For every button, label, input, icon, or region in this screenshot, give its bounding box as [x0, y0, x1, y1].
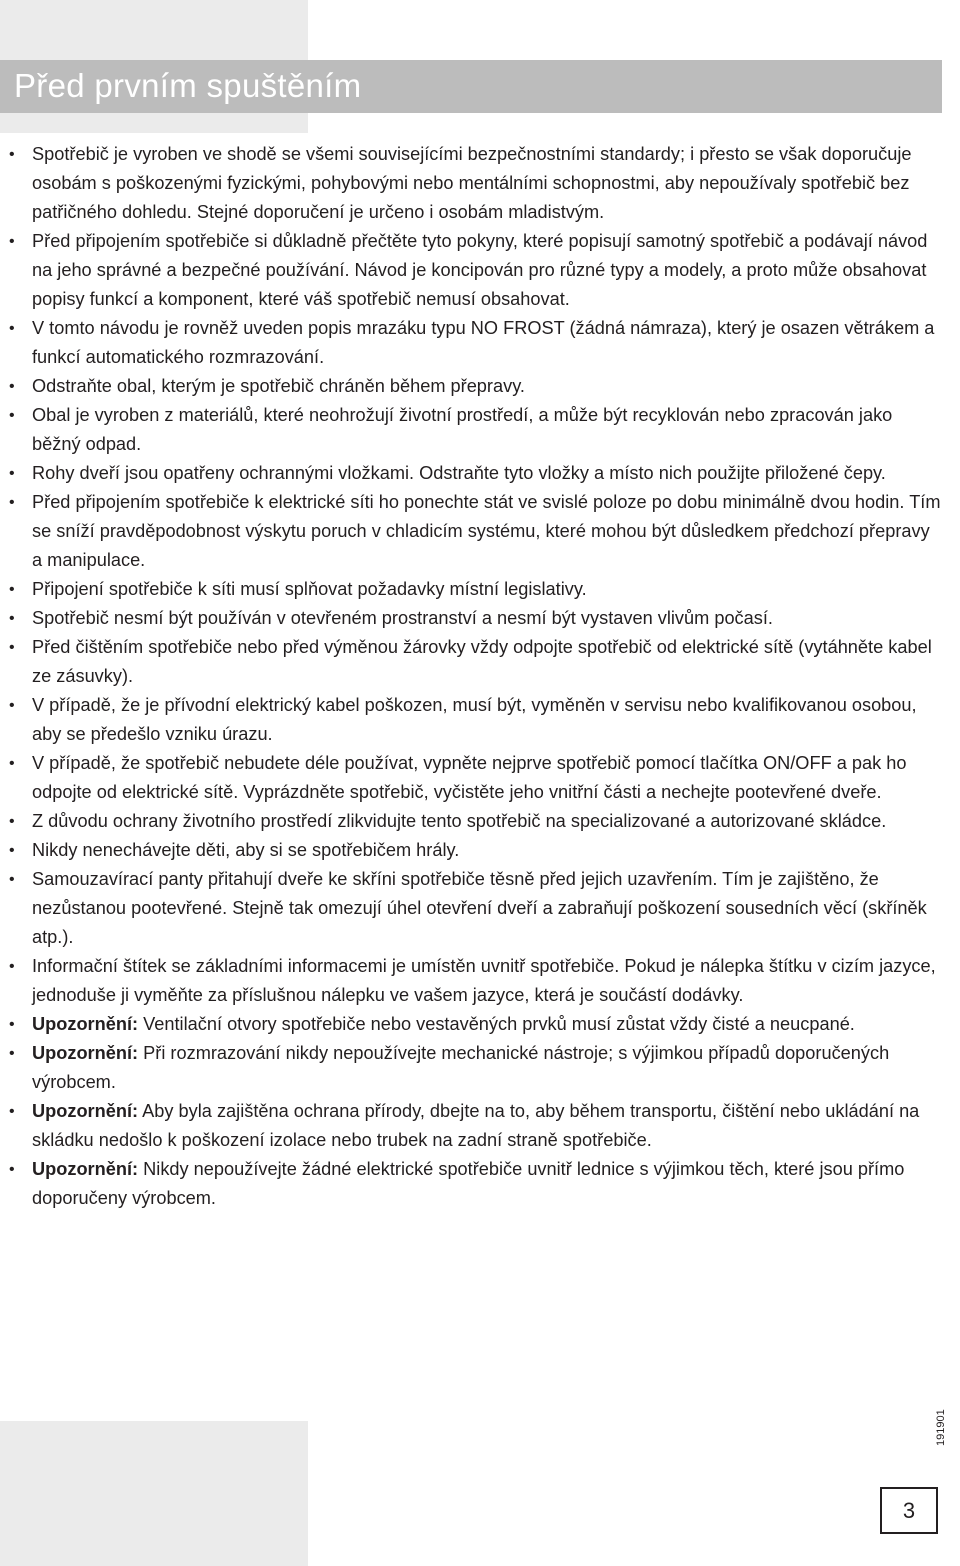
item-text: Před připojením spotřebiče k elektrické síti ho ponechte stát ve svislé poloze po dobu minimálně dvou hodin. Tím se sníží pravděpodobnost výskytu poruch v chladicím systému, které mohou být důsledkem předchozí přepravy a manipulace.	[32, 492, 941, 570]
list-item	[9, 575, 942, 604]
page-number: 3	[880, 1487, 938, 1534]
item-text: Před připojením spotřebiče si důkladně přečtěte tyto pokyny, které popisují samotný spotřebič a podávají návod na jeho správné a bezpečné používání. Návod je koncipován pro různé typy a modely, a proto může obsahovat popisy funkcí a komponent, které váš spotřebič nemusí obsahovat.	[32, 231, 928, 309]
bullet-icon: •	[9, 1045, 15, 1062]
item-text: V tomto návodu je rovněž uveden popis mrazáku typu NO FROST (žádná námraza), který je osazen větrákem a funkcí automatického rozmrazování.	[32, 318, 935, 367]
bullet-icon: •	[9, 1103, 15, 1120]
bullet-icon: •	[9, 813, 15, 830]
list-item	[9, 401, 942, 459]
title-bar	[0, 60, 942, 113]
bullet-icon: •	[9, 755, 15, 772]
item-text: Informační štítek se základními informacemi je umístěn uvnitř spotřebiče. Pokud je nálepka štítku v cizím jazyce, jednoduše ji vyměňte za příslušnou nálepku ve vašem jazyce, která je součástí dodávky.	[32, 956, 936, 1005]
list-item	[9, 140, 942, 227]
document-code: 191901	[935, 1409, 947, 1446]
item-text: Před čištěním spotřebiče nebo před výměnou žárovky vždy odpojte spotřebič od elektrické sítě (vytáhněte kabel ze zásuvky).	[32, 637, 932, 686]
item-text: Nikdy nenechávejte děti, aby si se spotřebičem hrály.	[32, 840, 460, 860]
bullet-icon: •	[9, 610, 15, 627]
list-item	[9, 1097, 942, 1155]
list-item	[9, 633, 942, 691]
item-text: V případě, že spotřebič nebudete déle používat, vypněte nejprve spotřebič pomocí tlačítka ON/OFF a pak ho odpojte od elektrické sítě. Vyprázdněte spotřebič, vyčistěte jeho vnitřní části a nechejte pootevřené dveře.	[32, 753, 907, 802]
bullet-icon: •	[9, 639, 15, 656]
bullet-icon: •	[9, 494, 15, 511]
item-text: Rohy dveří jsou opatřeny ochrannými vložkami. Odstraňte tyto vložky a místo nich použijte přiložené čepy.	[32, 463, 886, 483]
item-text: Obal je vyroben z materiálů, které neohrožují životní prostředí, a může být recyklován nebo zpracován jako běžný odpad.	[32, 405, 893, 454]
list-item	[9, 314, 942, 372]
bullet-icon: •	[9, 581, 15, 598]
item-text: Samouzavírací panty přitahují dveře ke skříni spotřebiče těsně před jejich uzavřením. Tím je zajištěno, že nezůstanou pootevřené. Stejně tak omezují úhel otevření dveří a zabraňují poškození sousedních věcí (skříněk atp.).	[32, 869, 927, 947]
item-text: Z důvodu ochrany životního prostředí zlikvidujte tento spotřebič na specializované a autorizované skládce.	[32, 811, 887, 831]
list-item	[9, 836, 942, 865]
bullet-icon: •	[9, 407, 15, 424]
item-text: Spotřebič je vyroben ve shodě se všemi souvisejícími bezpečnostními standardy; i přesto se však doporučuje osobám s poškozenými fyzickými, pohybovými nebo mentálními schopnostmi, aby nepoužívaly spotřebič bez patřičného dohledu. Stejné doporučení je určeno i osobám mladistvým.	[32, 144, 912, 222]
instruction-list	[9, 140, 942, 1213]
list-item	[9, 1039, 942, 1097]
bullet-icon: •	[9, 871, 15, 888]
list-item	[9, 952, 942, 1010]
item-text: V případě, že je přívodní elektrický kabel poškozen, musí být, vyměněn v servisu nebo kvalifikovanou osobou, aby se předešlo vzniku úrazu.	[32, 695, 917, 744]
bullet-icon: •	[9, 842, 15, 859]
list-item	[9, 488, 942, 575]
list-item	[9, 1010, 942, 1039]
list-item	[9, 1155, 942, 1213]
list-item	[9, 459, 942, 488]
bullet-icon: •	[9, 958, 15, 975]
bullet-icon: •	[9, 465, 15, 482]
list-item	[9, 604, 942, 633]
item-text: Při rozmrazování nikdy nepoužívejte mechanické nástroje; s výjimkou případů doporučených výrobcem.	[32, 1043, 890, 1092]
item-text: Spotřebič nesmí být používán v otevřeném prostranství a nesmí být vystaven vlivům počasí.	[32, 608, 773, 628]
warning-label: Upozornění:	[32, 1159, 139, 1179]
list-item	[9, 807, 942, 836]
bullet-icon: •	[9, 146, 15, 163]
item-text: Aby byla zajištěna ochrana přírody, dbejte na to, aby během transportu, čištění nebo ukládání na skládku nedošlo k poškození izolace nebo trubek na zadní straně spotřebiče.	[32, 1101, 920, 1150]
bullet-icon: •	[9, 1161, 15, 1178]
item-text: Ventilační otvory spotřebiče nebo vestavěných prvků musí zůstat vždy čisté a neucpané.	[138, 1014, 855, 1034]
bullet-icon: •	[9, 1016, 15, 1033]
bullet-icon: •	[9, 378, 15, 395]
list-item	[9, 691, 942, 749]
item-text: Připojení spotřebiče k síti musí splňovat požadavky místní legislativy.	[32, 579, 587, 599]
warning-label: Upozornění:	[32, 1101, 139, 1121]
bullet-icon: •	[9, 320, 15, 337]
list-item	[9, 372, 942, 401]
warning-label: Upozornění:	[32, 1043, 139, 1063]
bullet-icon: •	[9, 233, 15, 250]
list-item	[9, 749, 942, 807]
list-item	[9, 227, 942, 314]
page-title: Před prvním spuštěním	[14, 67, 362, 104]
warning-label: Upozornění:	[32, 1014, 139, 1034]
bullet-icon: •	[9, 697, 15, 714]
item-text: Nikdy nepoužívejte žádné elektrické spotřebiče uvnitř lednice s výjimkou těch, které jsou přímo doporučeny výrobcem.	[32, 1159, 905, 1208]
list-item	[9, 865, 942, 952]
item-text: Odstraňte obal, kterým je spotřebič chráněn během přepravy.	[32, 376, 525, 396]
